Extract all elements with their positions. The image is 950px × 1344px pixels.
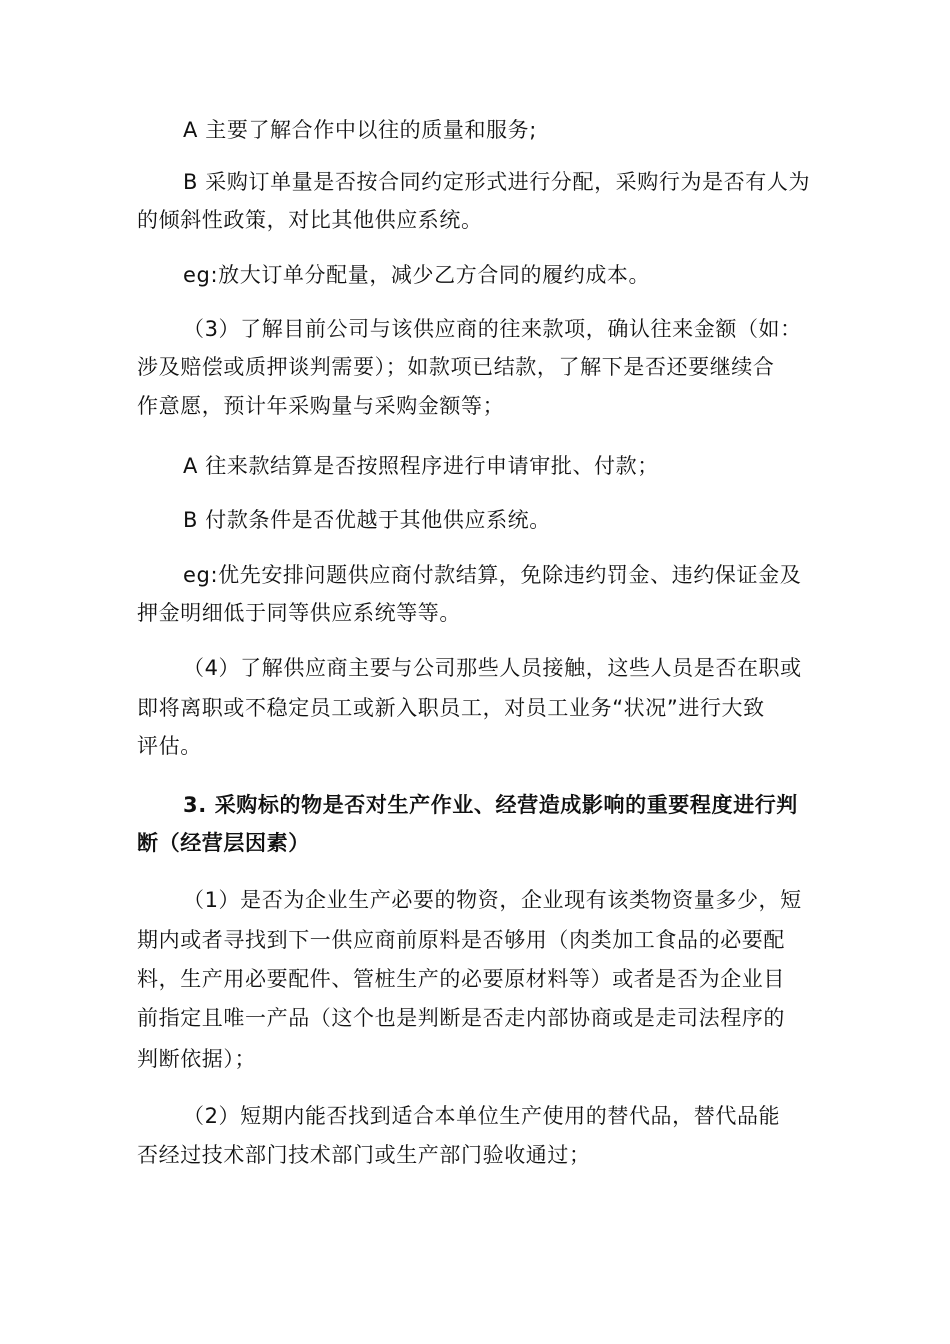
para-s1-line1: （1）是否为企业生产必要的物资，企业现有该类物资量多少，短 (183, 888, 802, 912)
para-b-order-line2: 的倾斜性政策，对比其他供应系统。 (137, 208, 483, 232)
para-4-line2: 即将离职或不稳定员工或新入职员工，对员工业务“状况”进行大致 (137, 696, 765, 720)
para-4-line1: （4）了解供应商主要与公司那些人员接触，这些人员是否在职或 (183, 656, 802, 680)
para-3-line1: （3）了解目前公司与该供应商的往来款项，确认往来金额（如： (183, 317, 802, 341)
para-s1-line4: 前指定且唯一产品（这个也是判断是否走内部协商或是走司法程序的 (137, 1006, 785, 1030)
para-3-line2: 涉及赔偿或质押谈判需要）；如款项已结款，了解下是否还要继续合 (137, 355, 775, 379)
para-4-line3: 评估。 (137, 734, 202, 758)
para-s2-line2: 否经过技术部门技术部门或生产部门验收通过； (137, 1143, 591, 1167)
para-3-line3: 作意愿，预计年采购量与采购金额等； (137, 394, 505, 418)
para-s2-line1: （2）短期内能否找到适合本单位生产使用的替代品，替代品能 (183, 1104, 781, 1128)
para-s1-line3: 料，生产用必要配件、管桩生产的必要原材料等）或者是否为企业目 (137, 967, 785, 991)
para-b-order-line1: B 采购订单量是否按合同约定形式进行分配，采购行为是否有人为 (183, 170, 811, 194)
para-eg-payment-line2: 押金明细低于同等供应系统等等。 (137, 601, 461, 625)
para-a-settlement: A 往来款结算是否按照程序进行申请审批、付款； (183, 454, 659, 478)
para-eg-order: eg:放大订单分配量，减少乙方合同的履约成本。 (183, 263, 651, 287)
para-s1-line5: 判断依据）； (137, 1047, 257, 1071)
section-3-heading-line1: 3. 采购标的物是否对生产作业、经营造成影响的重要程度进行判 (183, 793, 798, 817)
para-b-payment: B 付款条件是否优越于其他供应系统。 (183, 508, 551, 532)
para-eg-payment-line1: eg:优先安排问题供应商付款结算，免除违约罚金、违约保证金及 (183, 563, 802, 587)
para-s1-line2: 期内或者寻找到下一供应商前原料是否够用（肉类加工食品的必要配 (137, 928, 785, 952)
para-a-quality: A 主要了解合作中以往的质量和服务; (183, 118, 537, 142)
section-3-heading-line2: 断（经营层因素） (137, 831, 310, 855)
